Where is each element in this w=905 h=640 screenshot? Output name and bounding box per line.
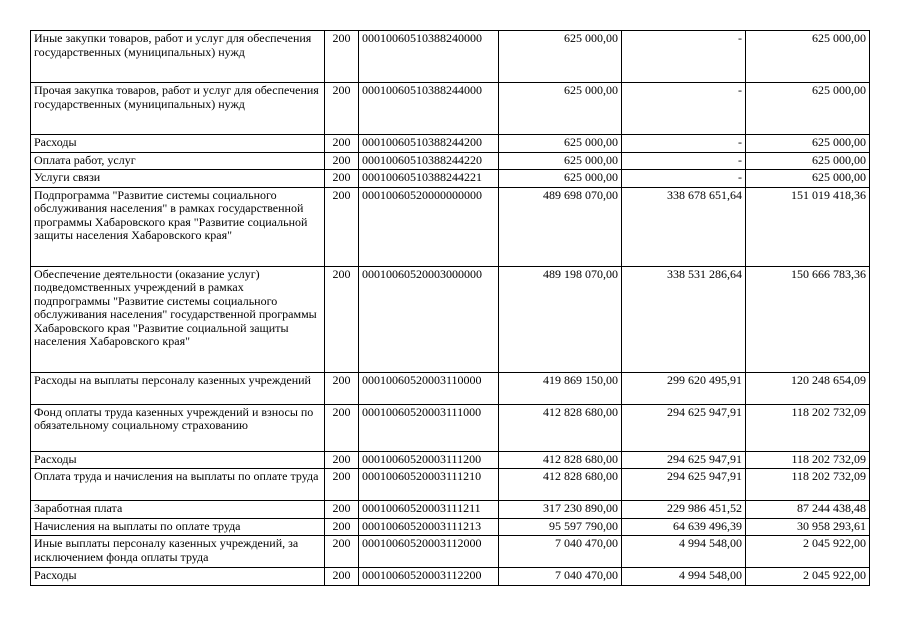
executed-amount-cell: 338 531 286,64 <box>622 266 746 372</box>
budget-classification-code-cell: 00010060520003111210 <box>359 469 499 501</box>
expense-name-cell: Начисления на выплаты по оплате труда <box>31 518 325 536</box>
approved-amount-cell: 412 828 680,00 <box>499 469 622 501</box>
table-row <box>31 404 870 451</box>
table-row <box>31 31 870 83</box>
table-row <box>31 83 870 135</box>
approved-amount-cell: 412 828 680,00 <box>499 404 622 451</box>
remaining-amount-cell: 625 000,00 <box>746 83 870 135</box>
expense-name-cell: Оплата работ, услуг <box>31 152 325 170</box>
budget-classification-code-cell: 00010060520000000000 <box>359 187 499 266</box>
remaining-amount-cell: 625 000,00 <box>746 152 870 170</box>
line-code-cell: 200 <box>325 469 359 501</box>
budget-classification-code-cell: 00010060510388244220 <box>359 152 499 170</box>
remaining-amount-cell: 30 958 293,61 <box>746 518 870 536</box>
budget-classification-code-cell: 00010060520003111211 <box>359 501 499 519</box>
table-row <box>31 266 870 372</box>
budget-classification-code-cell: 00010060510388244221 <box>359 170 499 188</box>
executed-amount-cell: 294 625 947,91 <box>622 451 746 469</box>
line-code-cell: 200 <box>325 83 359 135</box>
expense-name-cell: Фонд оплаты труда казенных учреждений и взносы по обязательному социальному страхованию <box>31 404 325 451</box>
expense-name-cell: Оплата труда и начисления на выплаты по оплате труда <box>31 469 325 501</box>
remaining-amount-cell: 118 202 732,09 <box>746 451 870 469</box>
remaining-amount-cell: 625 000,00 <box>746 170 870 188</box>
line-code-cell: 200 <box>325 266 359 372</box>
table-row <box>31 170 870 188</box>
line-code-cell: 200 <box>325 187 359 266</box>
line-code-cell: 200 <box>325 518 359 536</box>
budget-classification-code-cell: 00010060520003112000 <box>359 536 499 568</box>
executed-amount-cell: - <box>622 31 746 83</box>
line-code-cell: 200 <box>325 152 359 170</box>
remaining-amount-cell: 2 045 922,00 <box>746 536 870 568</box>
line-code-cell: 200 <box>325 135 359 153</box>
approved-amount-cell: 412 828 680,00 <box>499 451 622 469</box>
remaining-amount-cell: 87 244 438,48 <box>746 501 870 519</box>
budget-classification-code-cell: 00010060520003110000 <box>359 372 499 404</box>
table-row <box>31 451 870 469</box>
line-code-cell: 200 <box>325 536 359 568</box>
approved-amount-cell: 625 000,00 <box>499 135 622 153</box>
approved-amount-cell: 489 698 070,00 <box>499 187 622 266</box>
table-row <box>31 518 870 536</box>
budget-execution-table <box>30 30 870 586</box>
remaining-amount-cell: 150 666 783,36 <box>746 266 870 372</box>
approved-amount-cell: 625 000,00 <box>499 83 622 135</box>
remaining-amount-cell: 2 045 922,00 <box>746 568 870 586</box>
remaining-amount-cell: 151 019 418,36 <box>746 187 870 266</box>
executed-amount-cell: - <box>622 135 746 153</box>
table-row <box>31 372 870 404</box>
approved-amount-cell: 625 000,00 <box>499 170 622 188</box>
executed-amount-cell: 294 625 947,91 <box>622 469 746 501</box>
budget-classification-code-cell: 00010060520003000000 <box>359 266 499 372</box>
executed-amount-cell: 229 986 451,52 <box>622 501 746 519</box>
table-row <box>31 152 870 170</box>
budget-classification-code-cell: 00010060520003111000 <box>359 404 499 451</box>
executed-amount-cell: 299 620 495,91 <box>622 372 746 404</box>
budget-classification-code-cell: 00010060510388244200 <box>359 135 499 153</box>
executed-amount-cell: 4 994 548,00 <box>622 536 746 568</box>
expense-name-cell: Расходы <box>31 568 325 586</box>
expense-name-cell: Подпрограмма "Развитие системы социального обслуживания населения" в рамках государственной программы Хабаровского края "Развитие социальной защиты населения Хабаровского края" <box>31 187 325 266</box>
approved-amount-cell: 625 000,00 <box>499 31 622 83</box>
executed-amount-cell: - <box>622 152 746 170</box>
approved-amount-cell: 317 230 890,00 <box>499 501 622 519</box>
expense-name-cell: Расходы на выплаты персоналу казенных учреждений <box>31 372 325 404</box>
line-code-cell: 200 <box>325 501 359 519</box>
budget-classification-code-cell: 00010060520003111213 <box>359 518 499 536</box>
table-row <box>31 568 870 586</box>
executed-amount-cell: 4 994 548,00 <box>622 568 746 586</box>
approved-amount-cell: 625 000,00 <box>499 152 622 170</box>
line-code-cell: 200 <box>325 372 359 404</box>
executed-amount-cell: 64 639 496,39 <box>622 518 746 536</box>
executed-amount-cell: - <box>622 170 746 188</box>
budget-classification-code-cell: 00010060510388244000 <box>359 83 499 135</box>
line-code-cell: 200 <box>325 451 359 469</box>
expense-name-cell: Заработная плата <box>31 501 325 519</box>
remaining-amount-cell: 120 248 654,09 <box>746 372 870 404</box>
table-row <box>31 536 870 568</box>
remaining-amount-cell: 625 000,00 <box>746 135 870 153</box>
approved-amount-cell: 7 040 470,00 <box>499 568 622 586</box>
expense-name-cell: Иные выплаты персоналу казенных учреждений, за исключением фонда оплаты труда <box>31 536 325 568</box>
line-code-cell: 200 <box>325 568 359 586</box>
budget-classification-code-cell: 00010060520003111200 <box>359 451 499 469</box>
budget-classification-code-cell: 00010060520003112200 <box>359 568 499 586</box>
table-row <box>31 501 870 519</box>
executed-amount-cell: 338 678 651,64 <box>622 187 746 266</box>
table-row <box>31 469 870 501</box>
table-row <box>31 135 870 153</box>
expense-name-cell: Услуги связи <box>31 170 325 188</box>
executed-amount-cell: 294 625 947,91 <box>622 404 746 451</box>
expense-name-cell: Расходы <box>31 135 325 153</box>
approved-amount-cell: 419 869 150,00 <box>499 372 622 404</box>
approved-amount-cell: 95 597 790,00 <box>499 518 622 536</box>
budget-classification-code-cell: 00010060510388240000 <box>359 31 499 83</box>
line-code-cell: 200 <box>325 404 359 451</box>
table-body <box>31 31 870 586</box>
remaining-amount-cell: 118 202 732,09 <box>746 404 870 451</box>
line-code-cell: 200 <box>325 31 359 83</box>
approved-amount-cell: 489 198 070,00 <box>499 266 622 372</box>
executed-amount-cell: - <box>622 83 746 135</box>
table-row <box>31 187 870 266</box>
expense-name-cell: Расходы <box>31 451 325 469</box>
expense-name-cell: Прочая закупка товаров, работ и услуг для обеспечения государственных (муниципальных) нужд <box>31 83 325 135</box>
remaining-amount-cell: 625 000,00 <box>746 31 870 83</box>
expense-name-cell: Обеспечение деятельности (оказание услуг) подведомственных учреждений в рамках подпрограммы "Развитие системы социального обслуживания населения" государственной программы Хабаровского края "Развитие социальной защиты населения Хабаровского края" <box>31 266 325 372</box>
remaining-amount-cell: 118 202 732,09 <box>746 469 870 501</box>
approved-amount-cell: 7 040 470,00 <box>499 536 622 568</box>
expense-name-cell: Иные закупки товаров, работ и услуг для обеспечения государственных (муниципальных) нужд <box>31 31 325 83</box>
line-code-cell: 200 <box>325 170 359 188</box>
